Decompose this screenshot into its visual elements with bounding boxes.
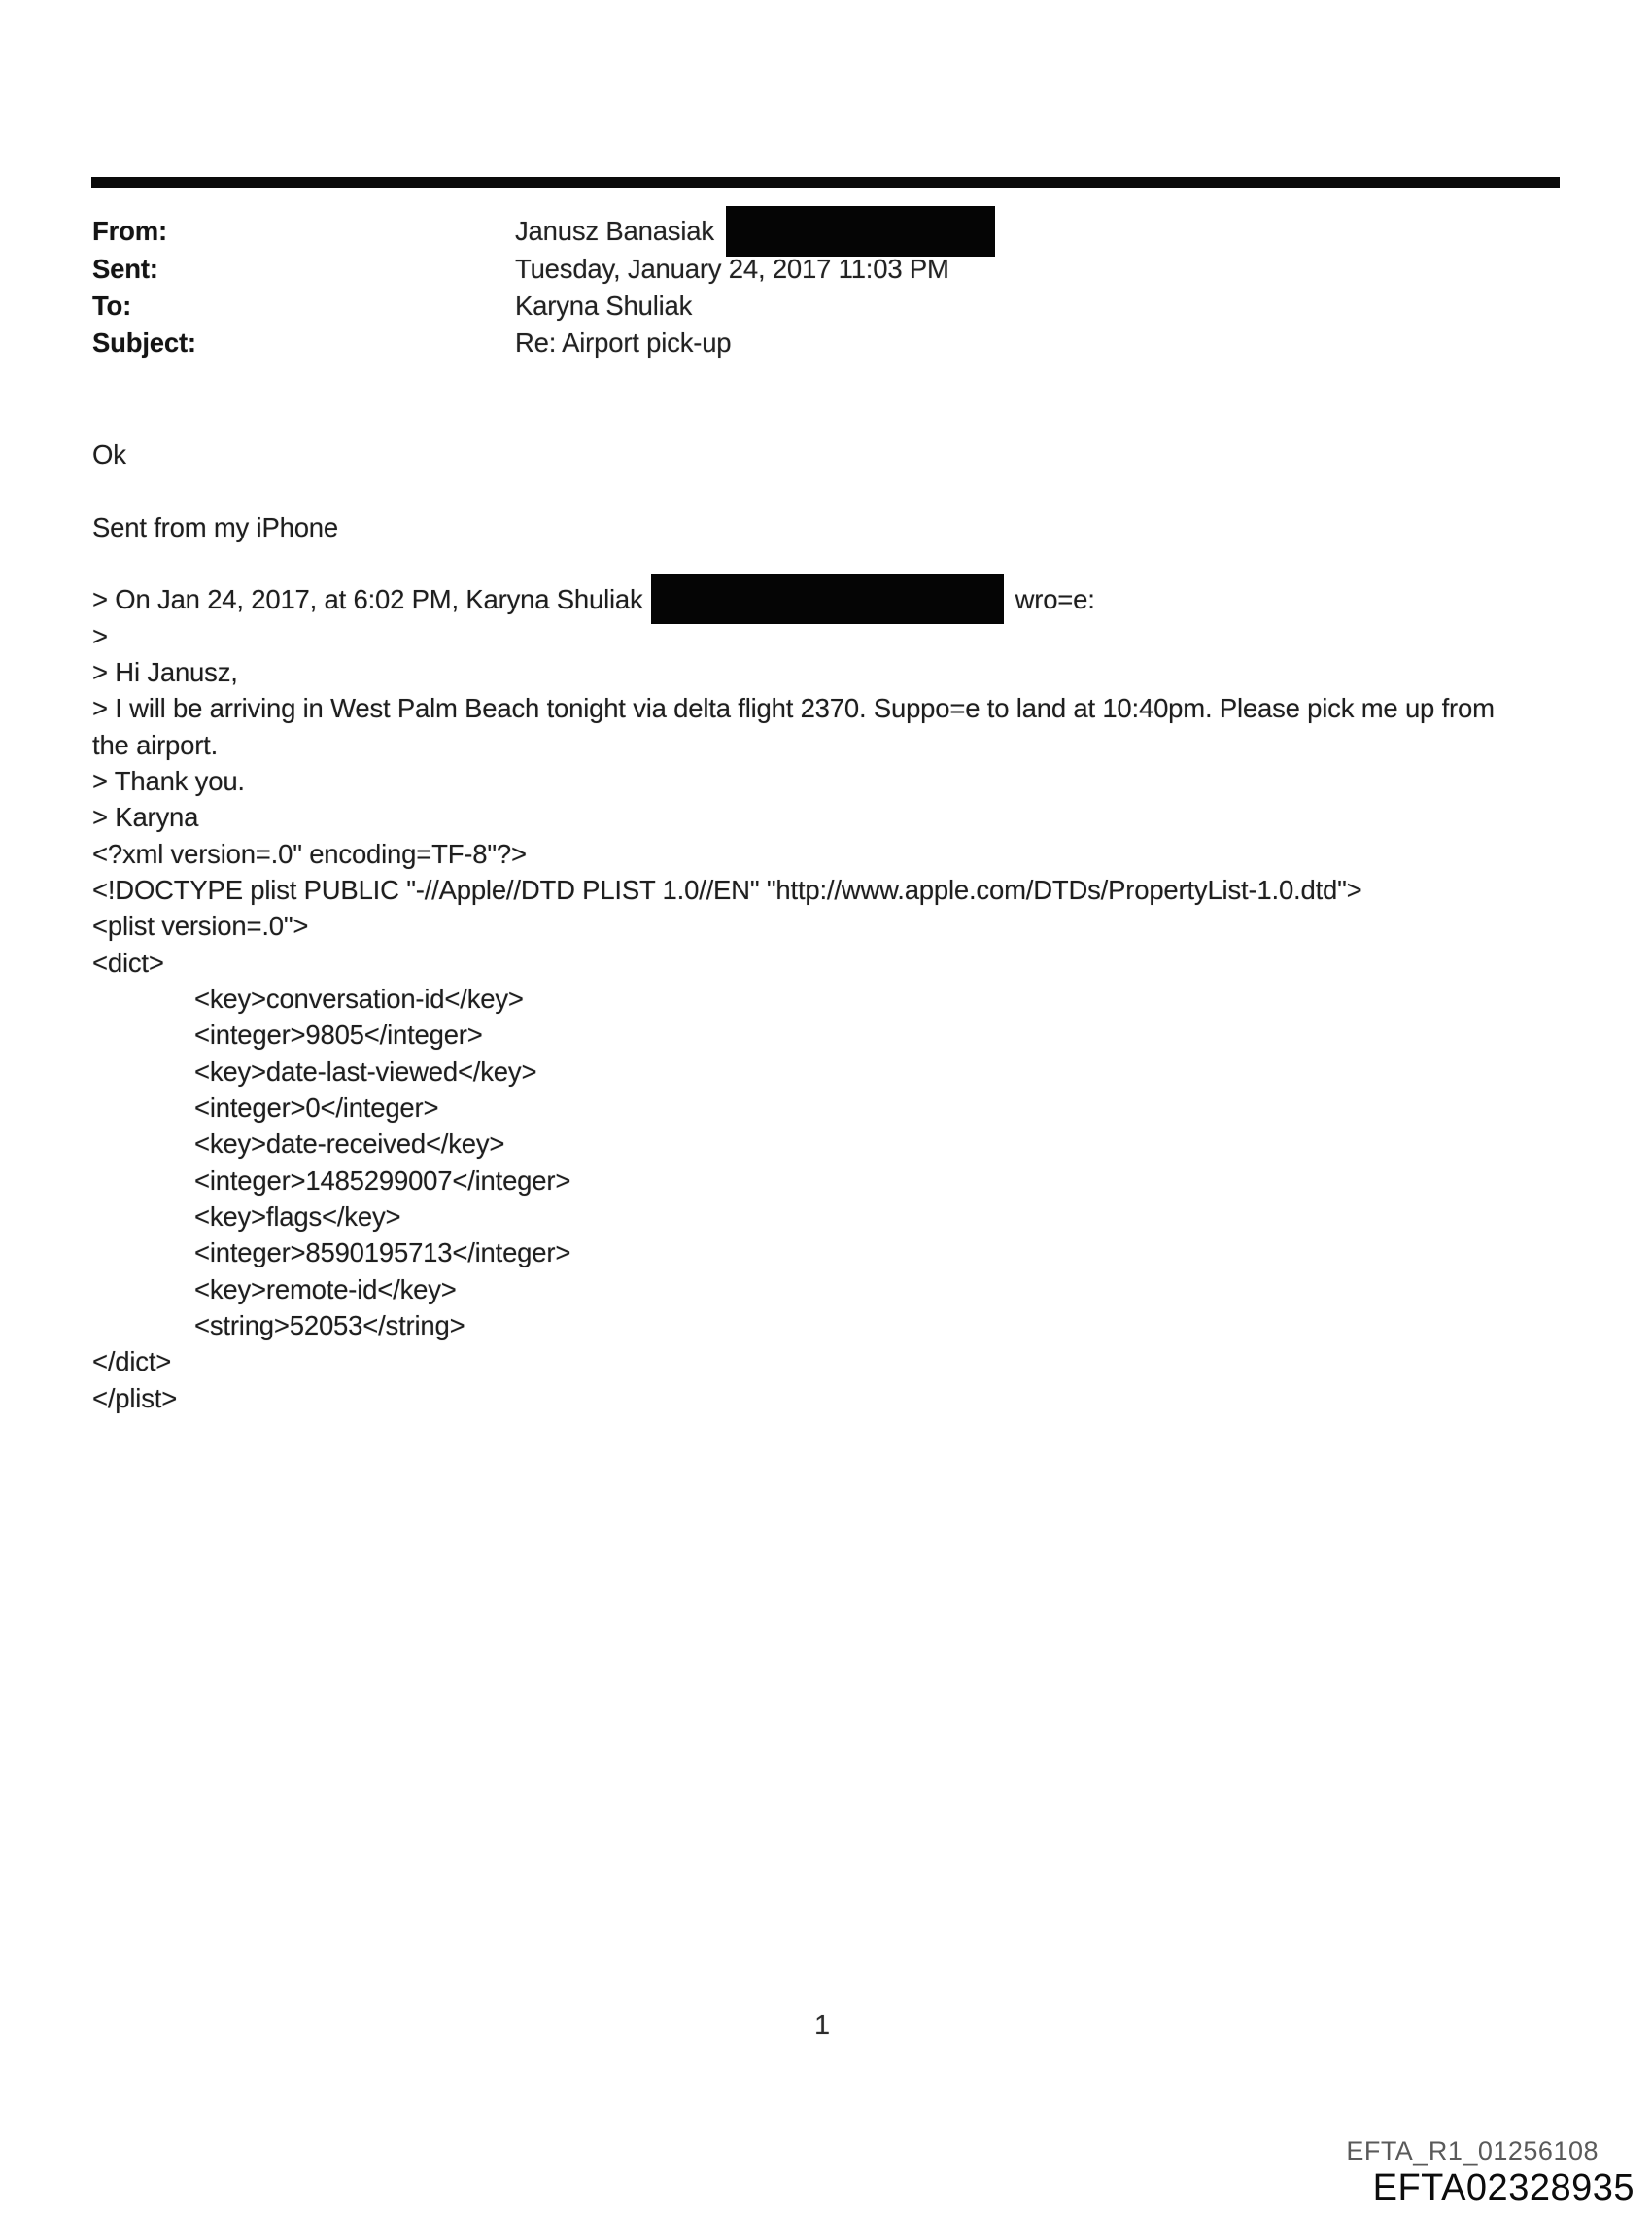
body-line: <string>52053</string> [194, 1309, 465, 1340]
page-number: 1 [814, 2010, 830, 2041]
body-line: <key>remote-id</key> [194, 1273, 457, 1304]
body-line: <key>flags</key> [194, 1200, 401, 1232]
body-line: Sent from my iPhone [92, 511, 338, 542]
body-line: > [92, 620, 108, 651]
body-line: <integer>8590195713</integer> [194, 1237, 571, 1268]
body-line: <dict> [92, 947, 164, 978]
email-body [92, 436, 1495, 1416]
header-field-label: Sent: [92, 253, 158, 284]
header-field-label: From: [92, 216, 167, 247]
bates-number-primary: EFTA02328935 [1372, 2168, 1635, 2208]
header-field-label: Subject: [92, 328, 196, 359]
quoted-text-segment: wro=e: [1015, 584, 1095, 615]
body-line: <key>date-last-viewed</key> [194, 1056, 537, 1087]
body-line: <integer>0</integer> [194, 1092, 439, 1123]
body-line: <integer>9805</integer> [194, 1020, 483, 1051]
header-field-label: To: [92, 290, 132, 321]
body-line: Ok [92, 439, 126, 469]
email-header-fields [92, 213, 995, 363]
header-field-value: Karyna Shuliak [515, 290, 693, 321]
bates-number-secondary: EFTA_R1_01256108 [1346, 2136, 1599, 2166]
header-divider-bar [91, 177, 1560, 188]
body-line: > Hi Janusz, [92, 656, 238, 687]
header-field-value: Tuesday, January 24, 2017 11:03 PM [515, 253, 949, 284]
header-field-value: Janusz Banasiak [515, 216, 714, 247]
body-line [92, 581, 1495, 617]
header-field-value: Re: Airport pick-up [515, 328, 732, 359]
redaction-box [726, 206, 995, 257]
quoted-text-segment: > On Jan 24, 2017, at 6:02 PM, Karyna Shuliak [92, 584, 643, 615]
body-line: <key>date-received</key> [194, 1128, 505, 1160]
body-line: <integer>1485299007</integer> [194, 1164, 571, 1196]
header-field-row [92, 325, 995, 362]
body-line: the airport. [92, 729, 219, 760]
redaction-box [651, 574, 1004, 624]
header-field-row [92, 250, 995, 287]
body-line: <!DOCTYPE plist PUBLIC "-//Apple//DTD PLIST 1.0//EN" "http://www.apple.com/DTDs/PropertyList-1.0.dtd"> [92, 874, 1362, 905]
body-line: <plist version=.0"> [92, 911, 309, 942]
body-line: <key>conversation-id</key> [194, 983, 524, 1014]
body-line: </dict> [92, 1346, 172, 1377]
body-line [92, 472, 1495, 508]
body-line: <?xml version=.0" encoding=TF-8"?> [92, 838, 527, 869]
header-field-row [92, 288, 995, 325]
body-line: </plist> [92, 1382, 178, 1413]
body-line: > I will be arriving in West Palm Beach tonight via delta flight 2370. Suppo=e to land at 10:40pm. Please pick me up from [92, 693, 1495, 724]
body-line: > Thank you. [92, 765, 245, 796]
header-field-row [92, 213, 995, 250]
body-line: > Karyna [92, 802, 199, 833]
